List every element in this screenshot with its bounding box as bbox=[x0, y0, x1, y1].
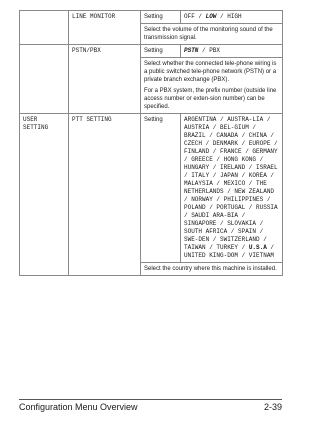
value-text: ARGENTINA / AUSTRA-LIA / AUSTRIA / BEL-GIUM / BRAZIL / CANADA / CHINA / CZECH / DENMARK / EUROPE / FINLAND / FRANCE / GERMANY / GREECE / HONG KONG / HUNGARY / IRELAND / ISRAEL / ITALY / JAPAN / KOREA / MALAYSIA / MEXICO / THE NETHERLANDS / NEW ZEALAND / NORWAY / PHILIPPINES / POLAND / PORTUGAL / RUSSIA / SAUDI ARA-BIA / SINGAPORE / SLOVAKIA / SOUTH AFRICA / SPAIN / SWE-DEN / SWITZERLAND / TAIWAN / TURKEY / bbox=[184, 116, 278, 251]
description-ptt: Select the country where this machine is installed. bbox=[141, 263, 283, 276]
item-pstn-pbx: PSTN/PBX bbox=[69, 45, 141, 114]
value-text: / HIGH bbox=[216, 13, 242, 20]
setting-label: Setting bbox=[141, 11, 181, 24]
description-paragraph: Select whether the connected tele-phone wiring is a public switched tele-phone network (PSTN) or a private branch exchange (PBX). bbox=[144, 61, 277, 83]
default-value: LOW bbox=[205, 13, 217, 20]
value-text: / PBX bbox=[198, 47, 221, 54]
setting-values-pstn-pbx bbox=[181, 45, 283, 58]
item-ptt-setting: PTT SETTING bbox=[69, 114, 141, 276]
item-line-monitor: LINE MONITOR bbox=[69, 11, 141, 45]
group-user-setting: USER SETTING bbox=[20, 114, 69, 276]
value-text: / UNITED KING-DOM / VIETNAM bbox=[184, 244, 275, 259]
group-cell-empty bbox=[20, 45, 69, 114]
page-number: 2-39 bbox=[263, 402, 282, 412]
table-row bbox=[20, 45, 283, 58]
settings-table bbox=[19, 10, 283, 276]
footer-divider bbox=[19, 399, 282, 400]
description-paragraph: For a PBX system, the prefix number (outside line access number or exten-sion number) can be specified. bbox=[144, 88, 277, 110]
default-value: U.S.A bbox=[248, 244, 267, 251]
value-text: OFF / bbox=[184, 13, 206, 20]
description-line-monitor: Select the volume of the monitoring sound of the transmission signal. bbox=[141, 24, 283, 45]
footer-title: Configuration Menu Overview bbox=[19, 402, 138, 412]
table-row bbox=[20, 114, 283, 263]
setting-label: Setting bbox=[141, 114, 181, 263]
setting-values-ptt bbox=[181, 114, 283, 263]
setting-values-line-monitor bbox=[181, 11, 283, 24]
group-cell-empty bbox=[20, 11, 69, 45]
setting-label: Setting bbox=[141, 45, 181, 58]
description-pstn-pbx bbox=[141, 58, 283, 114]
table-row bbox=[20, 11, 283, 24]
default-value: PSTN bbox=[184, 47, 199, 54]
